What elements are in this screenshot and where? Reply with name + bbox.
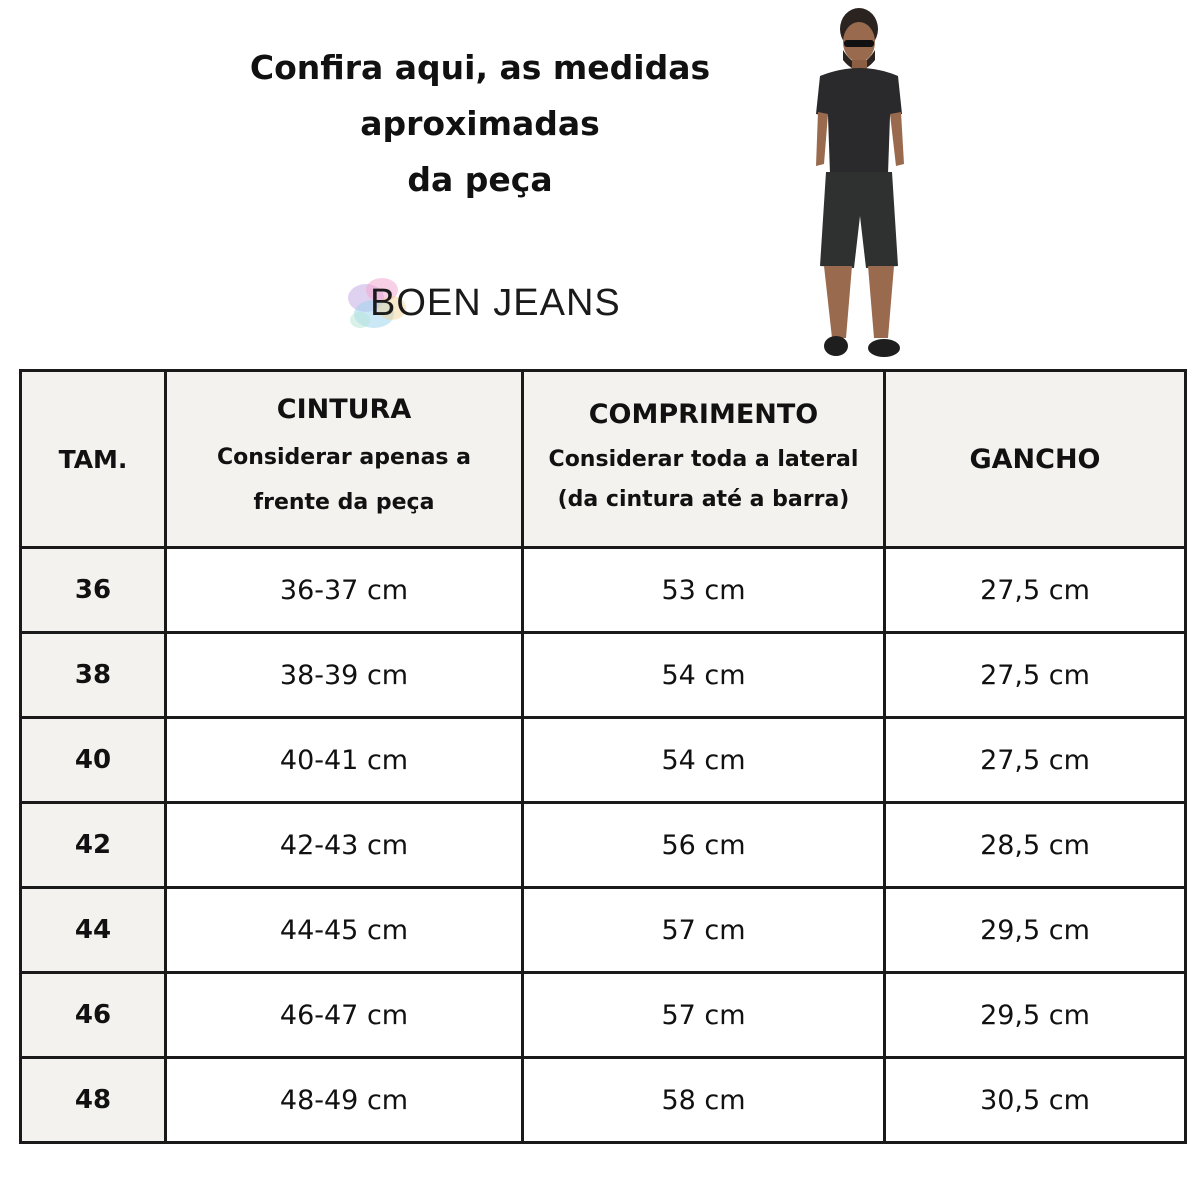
- waist-cell: 38-39 cm: [166, 633, 523, 718]
- rise-cell: 28,5 cm: [885, 803, 1186, 888]
- rise-cell: 30,5 cm: [885, 1058, 1186, 1143]
- length-cell: 57 cm: [523, 888, 885, 973]
- rise-cell: 29,5 cm: [885, 973, 1186, 1058]
- model-photo: [780, 4, 920, 366]
- header-rise: GANCHO: [885, 371, 1186, 548]
- waist-cell: 36-37 cm: [166, 548, 523, 633]
- length-cell: 54 cm: [523, 718, 885, 803]
- size-cell: 44: [21, 888, 166, 973]
- size-cell: 40: [21, 718, 166, 803]
- header-length: [523, 371, 885, 548]
- waist-cell: 42-43 cm: [166, 803, 523, 888]
- length-cell: 56 cm: [523, 803, 885, 888]
- title-line-3: da peça: [407, 160, 553, 199]
- size-cell: 38: [21, 633, 166, 718]
- length-cell: 58 cm: [523, 1058, 885, 1143]
- table-row: [21, 803, 1186, 888]
- waist-cell: 46-47 cm: [166, 973, 523, 1058]
- table-row: [21, 548, 1186, 633]
- waist-cell: 44-45 cm: [166, 888, 523, 973]
- brand-logo: [340, 268, 630, 348]
- rise-cell: 27,5 cm: [885, 633, 1186, 718]
- table-row: [21, 1058, 1186, 1143]
- header-waist-title: CINTURA: [276, 394, 412, 425]
- length-cell: 53 cm: [523, 548, 885, 633]
- title-line-2: aproximadas: [360, 104, 600, 143]
- rise-cell: 29,5 cm: [885, 888, 1186, 973]
- header-waist: [166, 371, 523, 548]
- header-waist-note: Considerar apenas a frente da peça: [216, 445, 472, 515]
- table-row: [21, 633, 1186, 718]
- table-header-row: [21, 371, 1186, 548]
- table-row: [21, 718, 1186, 803]
- header-size: TAM.: [21, 371, 166, 548]
- header-length-note-1: Considerar toda a lateral: [548, 447, 859, 472]
- page-title: [230, 40, 730, 208]
- table-row: [21, 973, 1186, 1058]
- rise-cell: 27,5 cm: [885, 718, 1186, 803]
- waist-cell: 40-41 cm: [166, 718, 523, 803]
- header-length-note-2: (da cintura até a barra): [557, 487, 850, 512]
- size-cell: 48: [21, 1058, 166, 1143]
- size-cell: 42: [21, 803, 166, 888]
- header-length-title: COMPRIMENTO: [588, 399, 819, 430]
- length-cell: 57 cm: [523, 973, 885, 1058]
- brand-name: BOEN JEANS: [370, 282, 621, 324]
- rise-cell: 27,5 cm: [885, 548, 1186, 633]
- waist-cell: 48-49 cm: [166, 1058, 523, 1143]
- title-line-1: Confira aqui, as medidas: [249, 48, 711, 87]
- table-row: [21, 888, 1186, 973]
- length-cell: 54 cm: [523, 633, 885, 718]
- size-cell: 46: [21, 973, 166, 1058]
- size-chart-table: [19, 369, 1187, 1144]
- size-cell: 36: [21, 548, 166, 633]
